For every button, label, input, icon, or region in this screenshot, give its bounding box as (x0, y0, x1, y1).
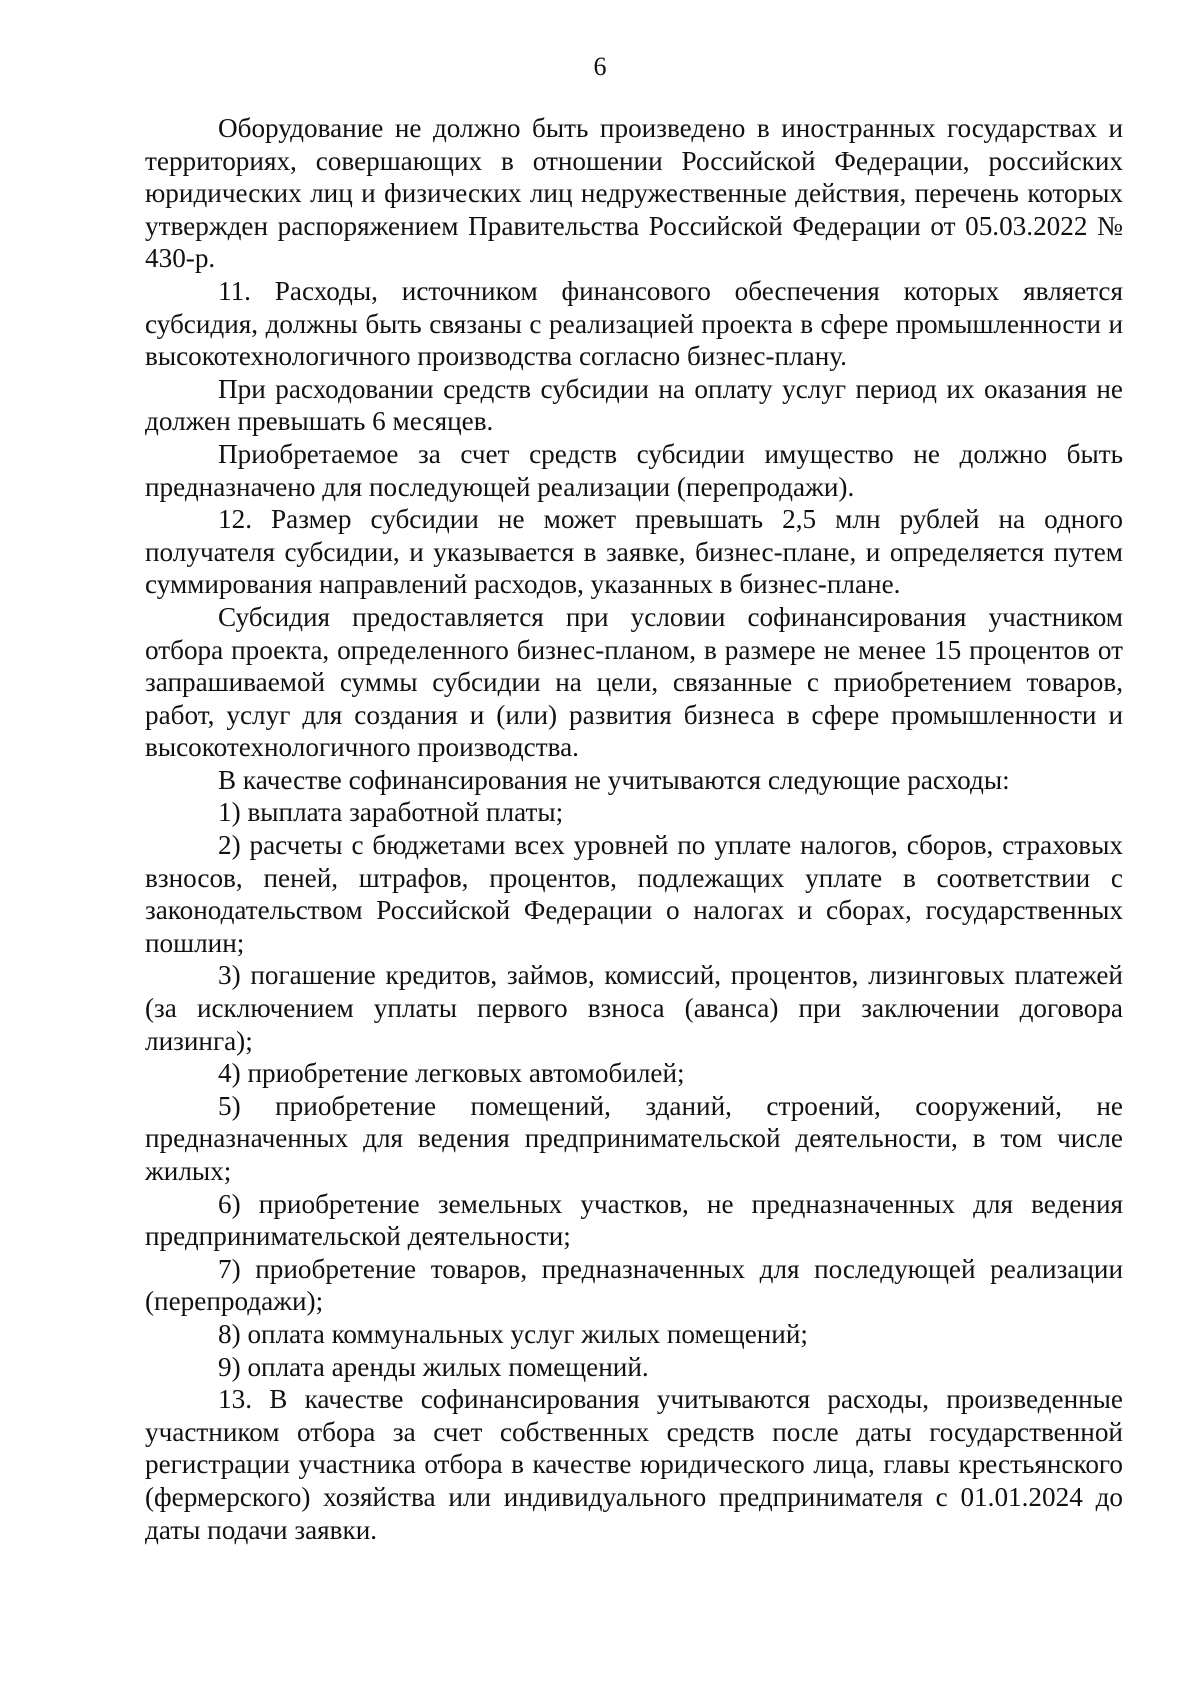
paragraph-12-subsidy-size: 12. Размер субсидии не может превышать 2,5 млн рублей на одного получателя субсидии, и указывается в заявке, бизнес-плане, и определяется путем суммирования направлений расходов, указанных в бизнес-плане. (145, 504, 1123, 600)
paragraph-excluded-expenses-intro: В качестве софинансирования не учитываются следующие расходы: (218, 764, 1010, 795)
paragraph-equipment-origin: Оборудование не должно быть произведено в иностранных государствах и территориях, совершающих в отношении Российской Федерации, российских юридических лиц и физических лиц недружественные действия, перечень которых утвержден распоряжением Правительства Российской Федерации от 05.03.2022 № 430-р. (145, 113, 1123, 274)
page-number: 6 (593, 52, 607, 81)
list-item-6: 6) приобретение земельных участков, не предназначенных для ведения предпринимательской деятельности; (145, 1188, 1123, 1252)
paragraph-property-resale: Приобретаемое за счет средств субсидии имущество не должно быть предназначено для последующей реализации (перепродажи). (145, 438, 1123, 502)
list-item-7: 7) приобретение товаров, предназначенных для последующей реализации (перепродажи); (145, 1253, 1123, 1317)
list-item-4: 4) приобретение легковых автомобилей; (218, 1058, 685, 1089)
list-item-9: 9) оплата аренды жилых помещений. (218, 1351, 649, 1382)
body-text (145, 112, 1123, 1546)
list-item-3: 3) погашение кредитов, займов, комиссий, процентов, лизинговых платежей (за исключением уплаты первого взноса (аванса) при заключении договора лизинга); (145, 960, 1123, 1056)
list-item-8: 8) оплата коммунальных услуг жилых помещений; (218, 1318, 808, 1349)
paragraph-11-expenses: 11. Расходы, источником финансового обеспечения которых является субсидия, должны быть связаны с реализацией проекта в сфере промышленности и высокотехнологичного производства согласно бизнес-плану. (145, 275, 1123, 372)
paragraph-13-counted-expenses: 13. В качестве софинансирования учитываются расходы, произведенные участником отбора за счет собственных средств после даты государственной регистрации участника отбора в качестве юридического лица, главы крестьянского (фермерского) хозяйства или индивидуального предпринимателя с 01.01.2024 до даты подачи заявки. (145, 1384, 1123, 1545)
paragraph-cofinancing-condition: Субсидия предоставляется при условии софинансирования участником отбора проекта, определенного бизнес-планом, в размере не менее 15 процентов от запрашиваемой суммы субсидии на цели, связанные с приобретением товаров, работ, услуг для создания и (или) развития бизнеса в сфере промышленности и высокотехнологичного производства. (145, 601, 1123, 763)
paragraph-services-period: При расходовании средств субсидии на оплату услуг период их оказания не должен превышать 6 месяцев. (145, 373, 1123, 437)
list-item-2: 2) расчеты с бюджетами всех уровней по уплате налогов, сборов, страховых взносов, пеней, штрафов, процентов, подлежащих уплате в соответствии с законодательством Российской Федерации о налогах и сборах, государственных пошлин; (145, 830, 1123, 958)
list-item-5: 5) приобретение помещений, зданий, строений, сооружений, не предназначенных для ведения предпринимательской деятельности, в том числе жилых; (145, 1090, 1123, 1186)
list-item-1: 1) выплата заработной платы; (218, 797, 564, 828)
